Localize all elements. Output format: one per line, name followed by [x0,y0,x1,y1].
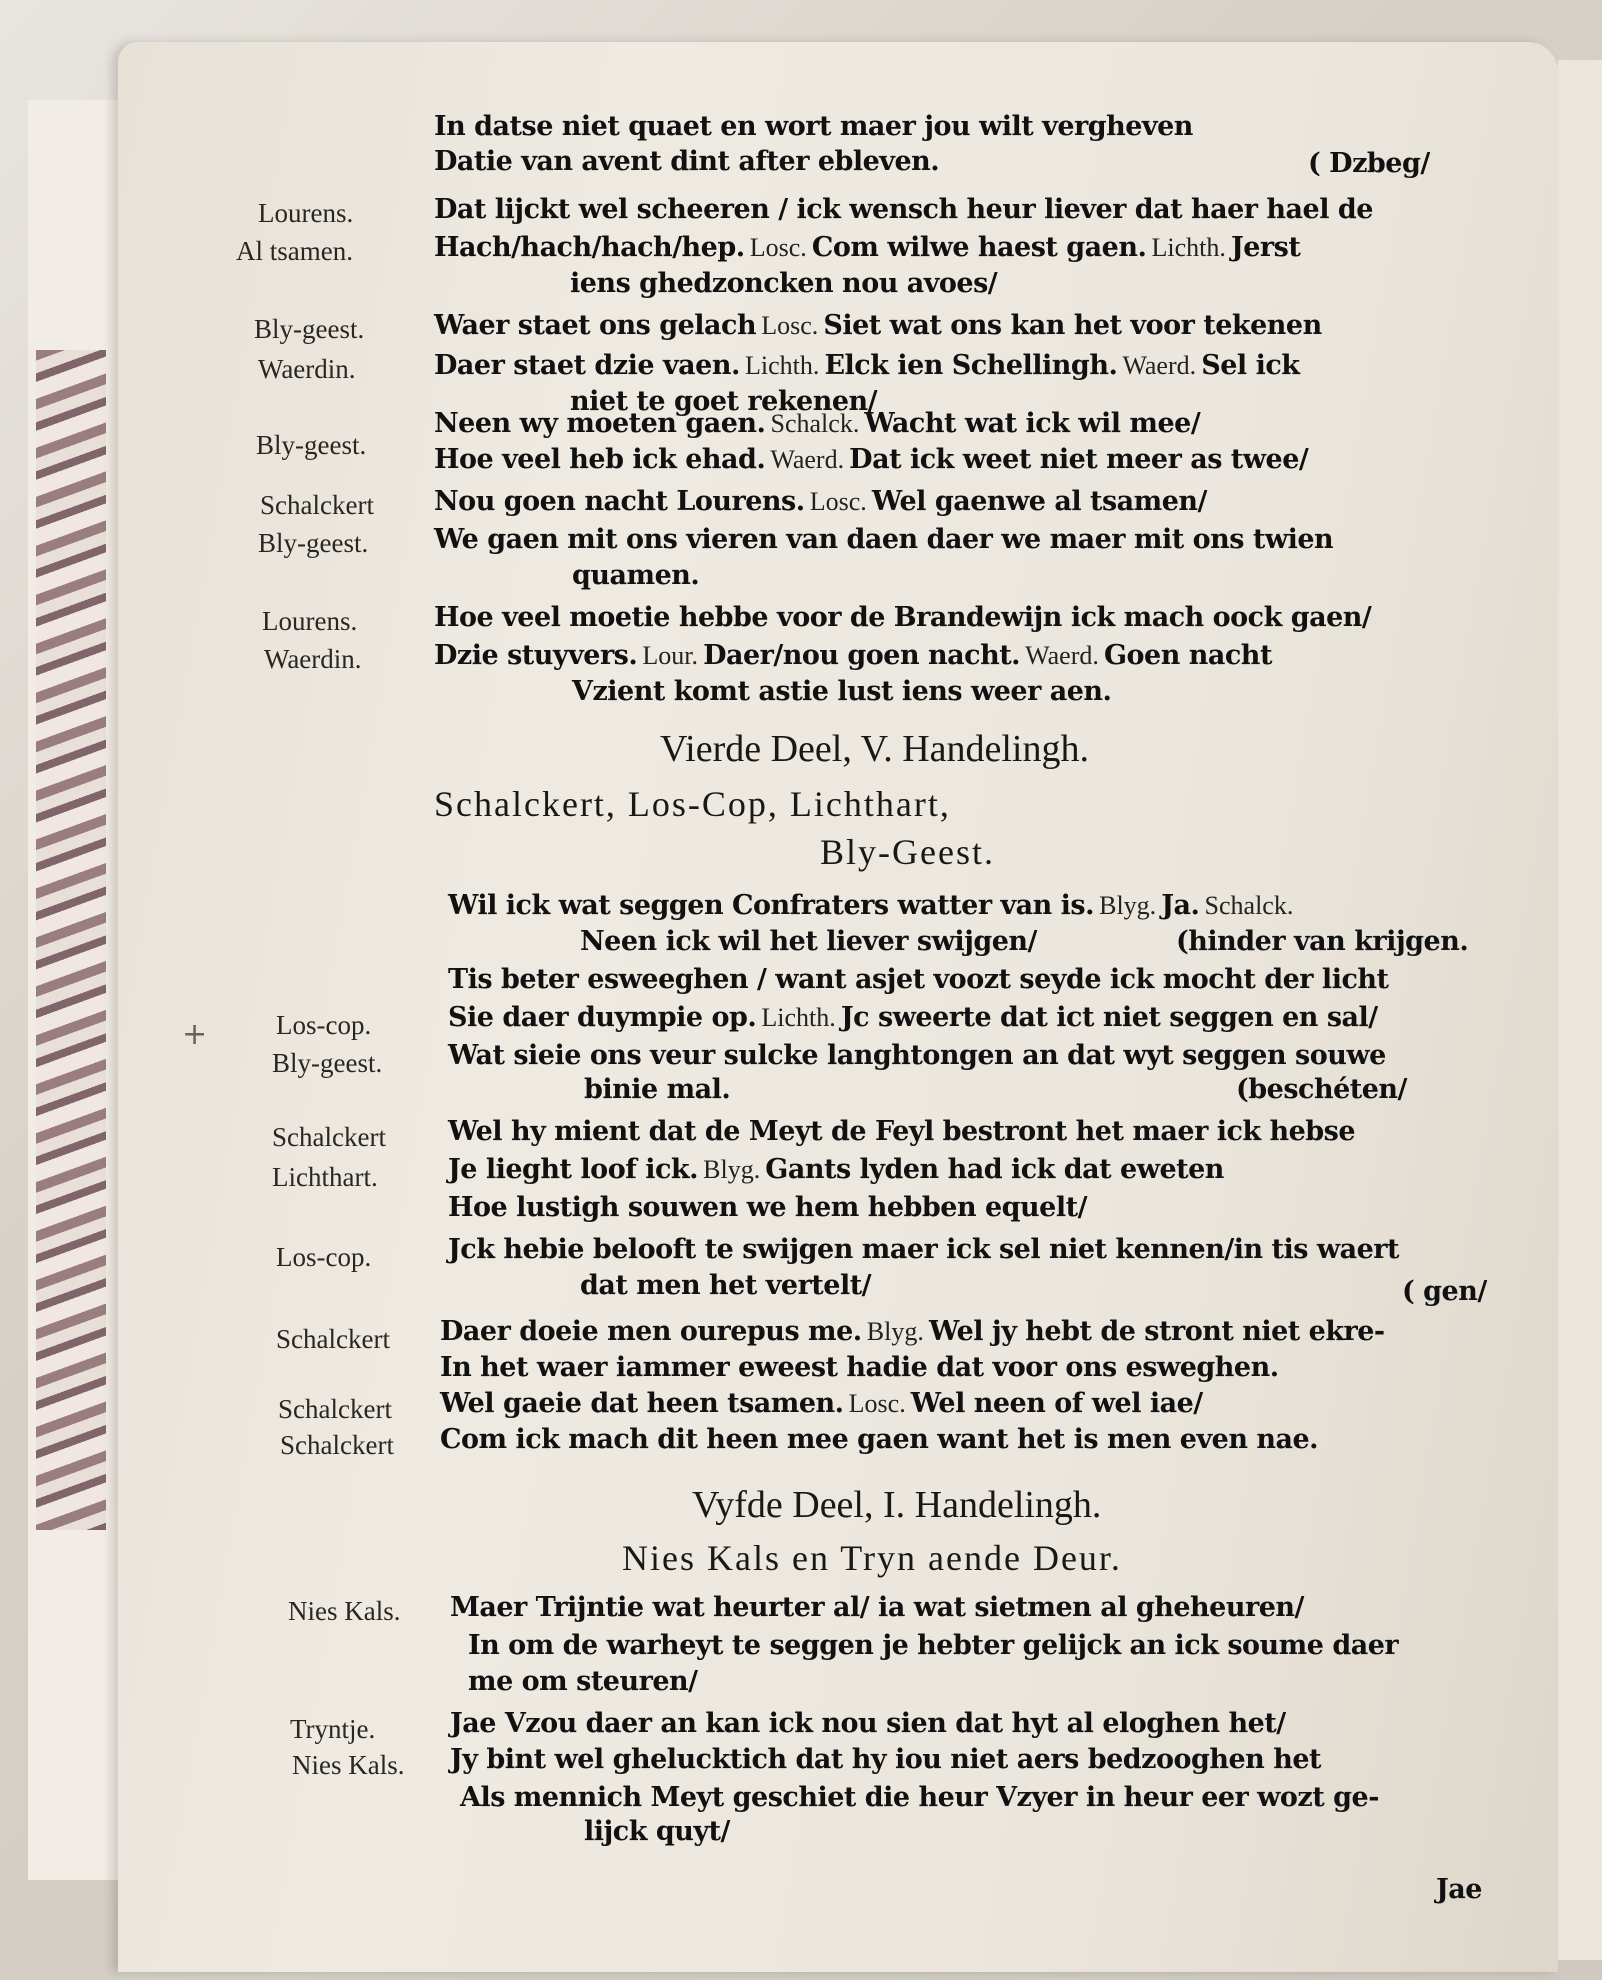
text-line: Dzie stuyvers. Lour. Daer/nou goen nacht. Waerd. Goen nacht [434,640,1272,671]
speaker-label: Waerdin. [258,354,356,384]
text-line: Hoe lustigh souwen we hem hebben equelt/ [448,1192,1087,1223]
text-line: Daer doeie men ourepus me. Blyg. Wel jy hebt de stront niet ekre- [440,1316,1385,1347]
speaker-label: Schalckert [272,1122,386,1152]
text-line: ( gen/ [1402,1276,1487,1307]
text-line: Wat sieie ons veur sulcke langhtongen an dat wyt seggen souwe [448,1040,1386,1071]
speaker-label: Nies Kals. [292,1750,405,1780]
text-line: Maer Trijntie wat heurter al/ ia wat sietmen al gheheuren/ [450,1592,1304,1623]
text-line: Com ick mach dit heen mee gaen want het is men even nae. [440,1424,1319,1455]
speaker-label: Los-cop. [276,1242,372,1272]
text-line: In het waer iammer eweest hadie dat voor ons esweghen. [440,1352,1279,1383]
cast-list: Nies Kals en Tryn aende Deur. [622,1538,1122,1578]
section-heading: Vyfde Deel, I. Handelingh. [692,1484,1102,1526]
text-line: Wil ick wat seggen Confraters watter van is. Blyg. Ja. Schalck. [448,890,1294,921]
text-line: iens ghedzoncken nou avoes/ [570,268,998,299]
text-line: In om de warheyt te seggen je hebter gelijck an ick soume daer [468,1630,1399,1661]
speaker-label: Bly-geest. [254,314,365,344]
catchword: Jae [1436,1874,1482,1905]
text-line: Als mennich Meyt geschiet die heur Vzyer in heur eer wozt ge- [460,1782,1379,1813]
speaker-label: Schalckert [276,1324,390,1354]
speaker-label: Bly-geest. [258,528,369,558]
speaker-label: Lourens. [262,606,358,636]
speaker-label: Bly-geest. [272,1048,383,1078]
speaker-label: Los-cop. [276,1010,372,1040]
text-line: Daer staet dzie vaen. Lichth. Elck ien Schellingh. Waerd. Sel ick [434,350,1300,381]
text-line: me om steuren/ [468,1666,698,1697]
text-line: Je lieght loof ick. Blyg. Gants lyden had ick dat eweten [448,1154,1224,1185]
text-line: Jy bint wel ghelucktich dat hy iou niet aers bedzooghen het [450,1744,1321,1775]
text-line: ( Dzbeg/ [1308,148,1430,179]
text-line: Datie van avent dint after ebleven. [434,146,940,177]
speaker-label: Bly-geest. [256,430,367,460]
text-line: Jae Vzou daer an kan ick nou sien dat hyt al eloghen het/ [450,1708,1286,1739]
speaker-label: Nies Kals. [288,1596,401,1626]
speaker-label: Schalckert [278,1394,392,1424]
speaker-label: Schalckert [260,490,374,520]
text-line: Neen wy moeten gaen. Schalck. Wacht wat ick wil mee/ [434,408,1201,439]
margin-mark: + [182,1017,208,1052]
text-line: Wel gaeie dat heen tsamen. Losc. Wel neen of wel iae/ [440,1388,1203,1419]
speaker-label: Lichthart. [272,1162,378,1192]
text-line: Jck hebie belooft te swijgen maer ick sel niet kennen/in tis waert [448,1234,1399,1265]
text-line: Nou goen nacht Lourens. Losc. Wel gaenwe al tsamen/ [434,486,1207,517]
text-line: Neen ick wil het liever swijgen/ [580,926,1037,957]
marbled-endpaper [36,350,106,1530]
speaker-label: Tryntje. [290,1714,376,1744]
cast-list: Schalckert, Los-Cop, Lichthart, [434,784,951,824]
next-page-edge [1558,60,1602,1960]
text-line: dat men het vertelt/ [580,1270,872,1301]
text-line: Hoe veel moetie hebbe voor de Brandewijn ick mach oock gaen/ [434,602,1372,633]
text-line: Sie daer duympie op. Lichth. Jc sweerte dat ict niet seggen en sal/ [448,1002,1378,1033]
text-line: Hoe veel heb ick ehad. Waerd. Dat ick weet niet meer as twee/ [434,444,1309,475]
text-line: Vzient komt astie lust iens weer aen. [572,676,1112,707]
text-line: We gaen mit ons vieren van daen daer we maer mit ons twien [434,524,1334,555]
text-line: Tis beter esweeghen / want asjet voozt seyde ick mocht der licht [448,964,1389,995]
text-line: Waer staet ons gelach Losc. Siet wat ons kan het voor tekenen [434,310,1322,341]
text-line: lijck quyt/ [584,1816,730,1847]
text-line: In datse niet quaet en wort maer jou wilt vergheven [434,111,1193,142]
text-line: Dat lijckt wel scheeren / ick wensch heur liever dat haer hael de [434,194,1373,225]
text-line: niet te goet rekenen/ [570,386,878,417]
speaker-label: Lourens. [258,198,354,228]
cast-list: Bly-Geest. [820,832,995,872]
text-line: binie mal. [584,1074,731,1105]
text-line: quamen. [572,560,700,591]
text-line: Hach/hach/hach/hep. Losc. Com wilwe haest gaen. Lichth. Jerst [434,232,1301,263]
text-line: Wel hy mient dat de Meyt de Feyl bestront het maer ick hebse [448,1116,1356,1147]
speaker-label: Waerdin. [264,644,362,674]
speaker-label: Schalckert [280,1430,394,1460]
speaker-label: Al tsamen. [236,236,353,266]
section-heading: Vierde Deel, V. Handelingh. [660,728,1089,770]
text-line: (beschéten/ [1236,1074,1407,1105]
text-line: (hinder van krijgen. [1176,926,1469,957]
